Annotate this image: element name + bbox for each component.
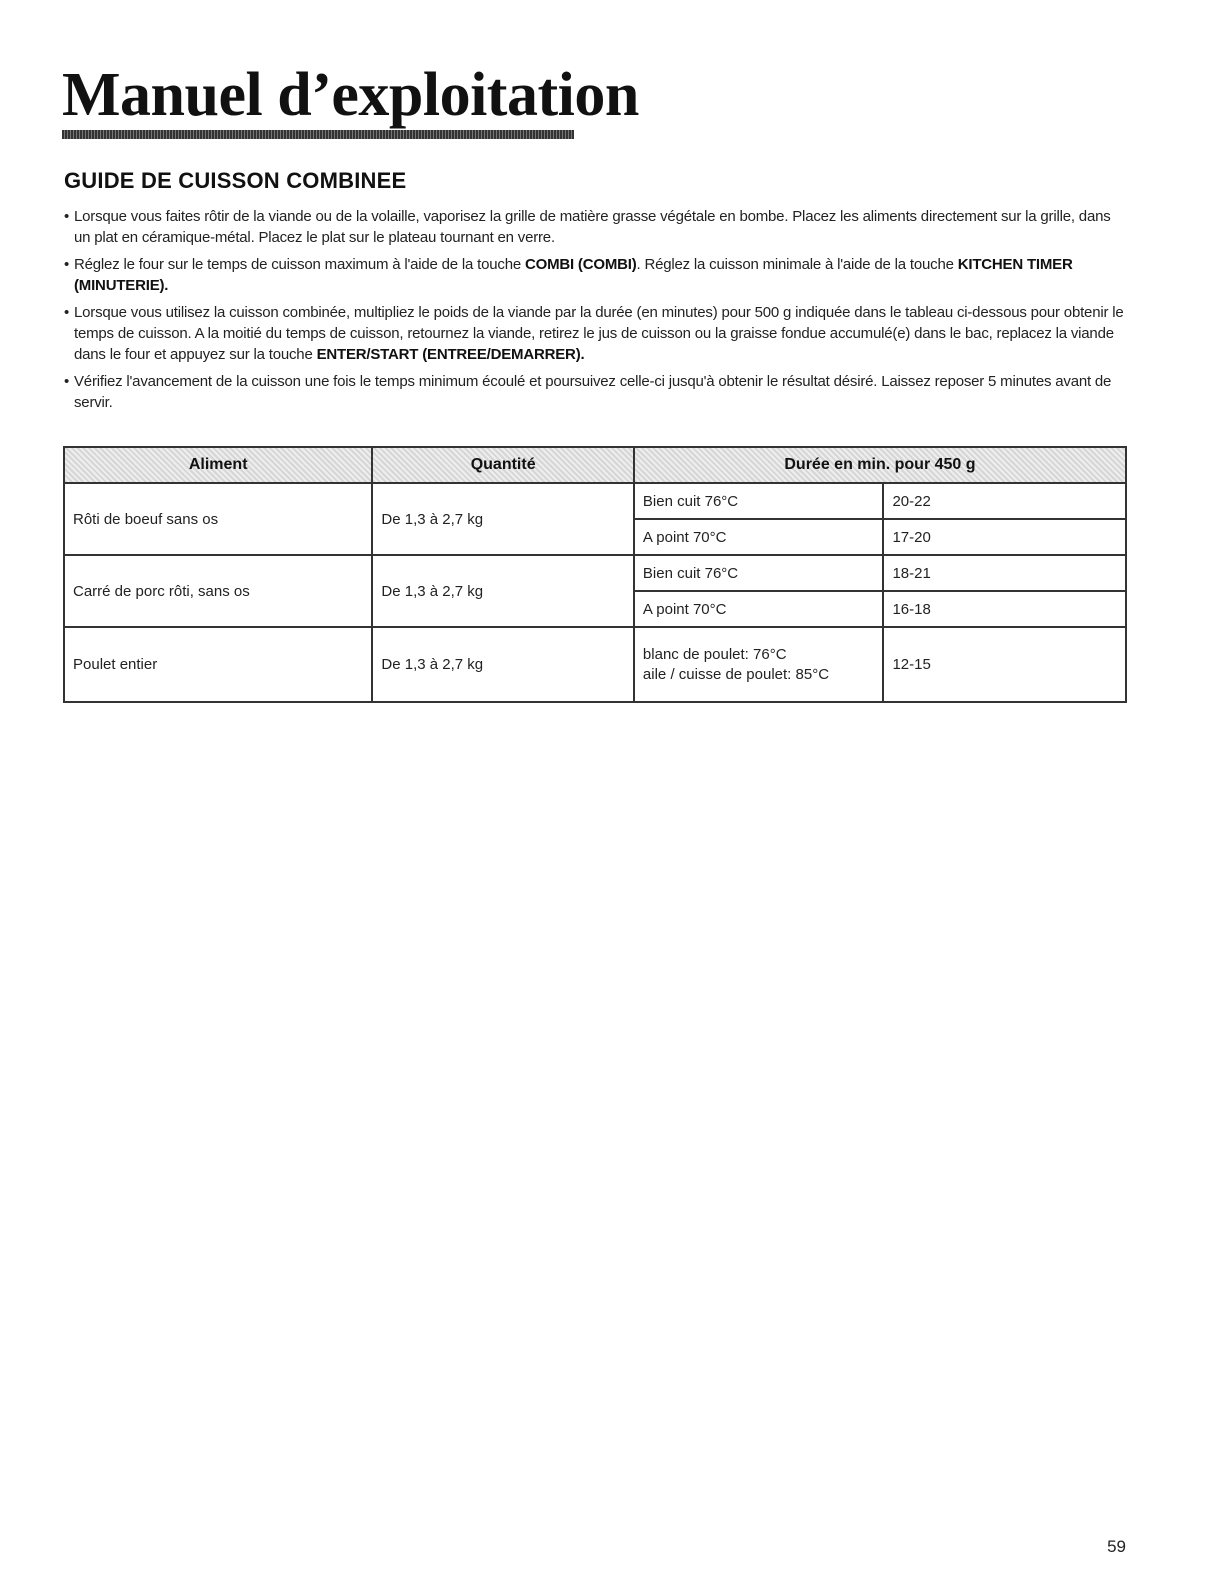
- quantity-cell: De 1,3 à 2,7 kg: [372, 555, 634, 627]
- doneness-cell: [634, 627, 884, 702]
- quantity-cell: De 1,3 à 2,7 kg: [372, 483, 634, 555]
- food-cell: Rôti de boeuf sans os: [64, 483, 372, 555]
- table-row: [64, 555, 1126, 591]
- title-underline: [62, 130, 574, 139]
- instruction-item: [64, 371, 1126, 413]
- table-row: [64, 483, 1126, 519]
- doneness-line: aile / cuisse de poulet: 85°C: [642, 665, 830, 683]
- food-cell: Carré de porc rôti, sans os: [64, 555, 372, 627]
- column-header-duration: Durée en min. pour 450 g: [634, 447, 1126, 483]
- instruction-list: [64, 206, 1126, 419]
- section-title: GUIDE DE CUISSON COMBINEE: [64, 168, 407, 193]
- key-name: KITCHEN TIMER (MINUTERIE): [74, 256, 1073, 294]
- instruction-item: [64, 254, 1126, 296]
- doneness-cell: A point 70°C: [634, 519, 884, 555]
- time-cell: 20-22: [883, 483, 1126, 519]
- time-cell: 12-15: [883, 627, 1126, 702]
- time-cell: 16-18: [883, 591, 1126, 627]
- instruction-text: . Réglez la cuisson minimale à l'aide de la touche: [636, 256, 958, 273]
- instruction-text: Réglez le four sur le temps de cuisson maximum à l'aide de la touche: [74, 256, 525, 273]
- food-cell: Poulet entier: [64, 627, 372, 702]
- key-name: COMBI (COMBI): [524, 256, 637, 273]
- page-title: Manuel d’exploitation: [62, 61, 639, 129]
- instruction-text: Lorsque vous utilisez la cuisson combinée, multipliez le poids de la viande par la durée (en minutes) pour 500 g indiquée dans le tableau ci-dessous pour obtenir le temps de cuisson. A la moitié du temps de cuisson, retournez la viande, retirez le jus de cuisson ou la graisse fondue accumulé(e) dans le bac, replacez la viande dans le four et appuyez sur la touche: [74, 304, 1124, 363]
- doneness-cell: Bien cuit 76°C: [634, 555, 884, 591]
- doneness-cell: A point 70°C: [634, 591, 884, 627]
- instruction-text: .: [164, 277, 169, 294]
- page-number: 59: [1107, 1537, 1126, 1556]
- time-cell: 17-20: [883, 519, 1126, 555]
- instruction-item: [64, 206, 1126, 248]
- instruction-text: Lorsque vous faites rôtir de la viande ou de la volaille, vaporisez la grille de matière grasse végétale en bombe. Placez les aliments directement sur la grille, dans un plat en céramique-métal. Placez le plat sur le plateau tournant en verre.: [74, 208, 1111, 246]
- instruction-text: .: [580, 346, 585, 363]
- time-cell: 18-21: [883, 555, 1126, 591]
- table-header-row: [64, 447, 1126, 483]
- column-header-quantity: Quantité: [372, 447, 634, 483]
- instruction-item: [64, 302, 1126, 365]
- key-name: ENTER/START (ENTREE/DEMARRER): [316, 346, 581, 363]
- doneness-cell: Bien cuit 76°C: [634, 483, 884, 519]
- column-header-food: Aliment: [64, 447, 372, 483]
- quantity-cell: De 1,3 à 2,7 kg: [372, 627, 634, 702]
- cooking-guide-table: [63, 446, 1127, 703]
- doneness-line: blanc de poulet: 76°C: [642, 645, 787, 663]
- instruction-text: Vérifiez l'avancement de la cuisson une fois le temps minimum écoulé et poursuivez celle-ci jusqu'à obtenir le résultat désiré. Laissez reposer 5 minutes avant de servir.: [74, 373, 1112, 411]
- table-row: [64, 627, 1126, 702]
